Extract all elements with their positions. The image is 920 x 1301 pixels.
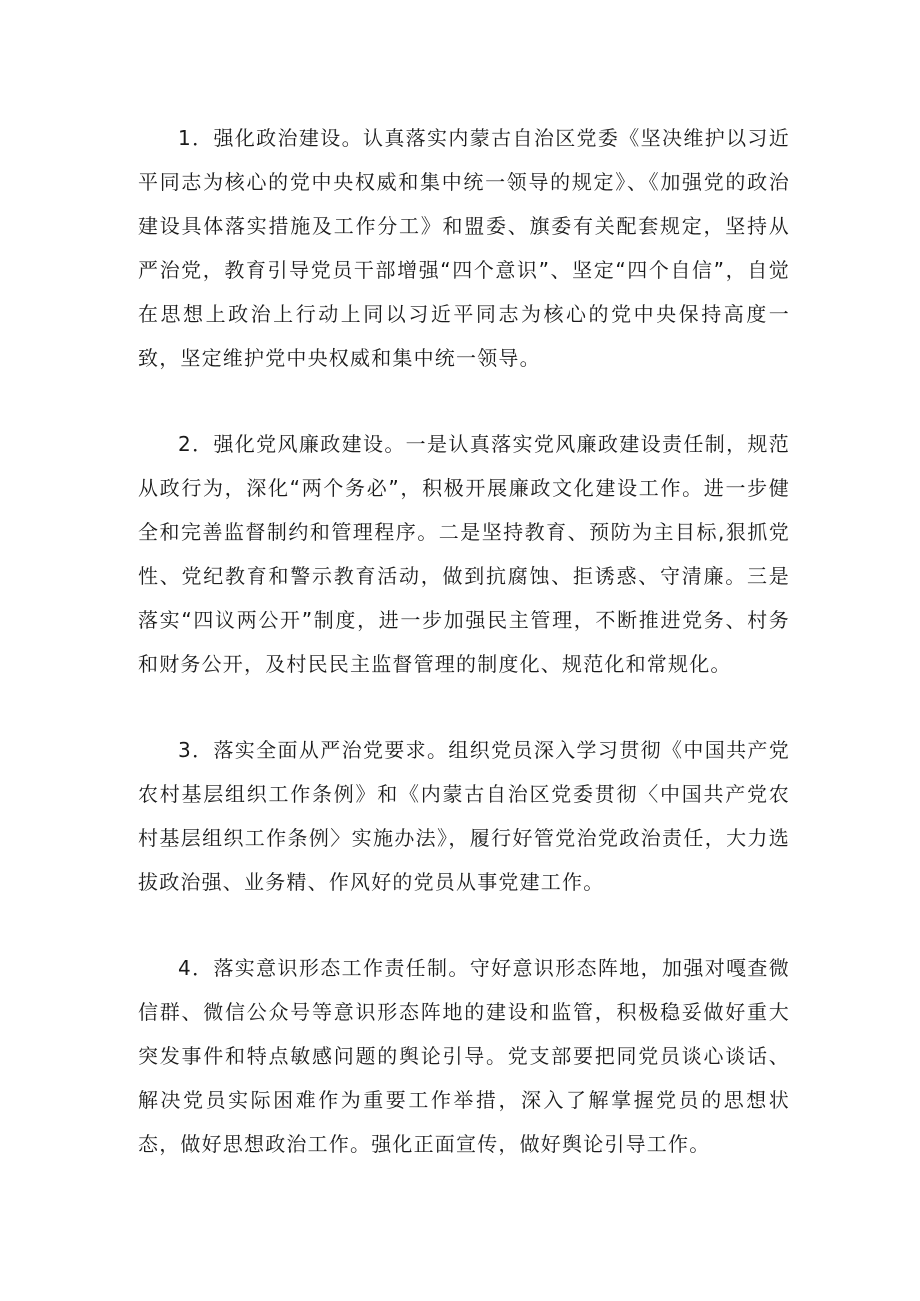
paragraph-political-construction: 1．强化政治建设。认真落实内蒙古自治区党委《坚决维护以习近平同志为核心的党中央权威和集中统一领导的规定》、《加强党的政治建设具体落实措施及工作分工》和盟委、旗委有关配套规定，坚持从严治党，教育引导党员干部增强“四个意识”、坚定“四个自信”，自觉在思想上政治上行动上同以习近平同志为核心的党中央保持高度一致，坚定维护党中央权威和集中统一领导。 <box>138 126 790 370</box>
paragraph-strict-party-governance: 3．落实全面从严治党要求。组织党员深入学习贯彻《中国共产党农村基层组织工作条例》和《内蒙古自治区党委贯彻〈中国共产党农村基层组织工作条例〉实施办法》，履行好管党治党政治责任，大力选拔政治强、业务精、作风好的党员从事党建工作。 <box>138 738 790 894</box>
paragraph-ideology-responsibility: 4．落实意识形态工作责任制。守好意识形态阵地，加强对嘎查微信群、微信公众号等意识形态阵地的建设和监管，积极稳妥做好重大突发事件和特点敏感问题的舆论引导。党支部要把同党员谈心谈话、解决党员实际困难作为重要工作举措，深入了解掌握党员的思想状态，做好思想政治工作。强化正面宣传，做好舆论引导工作。 <box>138 956 790 1156</box>
paragraph-clean-governance: 2．强化党风廉政建设。一是认真落实党风廉政建设责任制，规范从政行为，深化“两个务必”，积极开展廉政文化建设工作。进一步健全和完善监督制约和管理程序。二是坚持教育、预防为主目标,狠抓党性、党纪教育和警示教育活动，做到抗腐蚀、拒诱惑、守清廉。三是落实“四议两公开”制度，进一步加强民主管理，不断推进党务、村务和财务公开，及村民民主监督管理的制度化、规范化和常规化。 <box>138 432 790 676</box>
document-body <box>138 116 790 1208</box>
